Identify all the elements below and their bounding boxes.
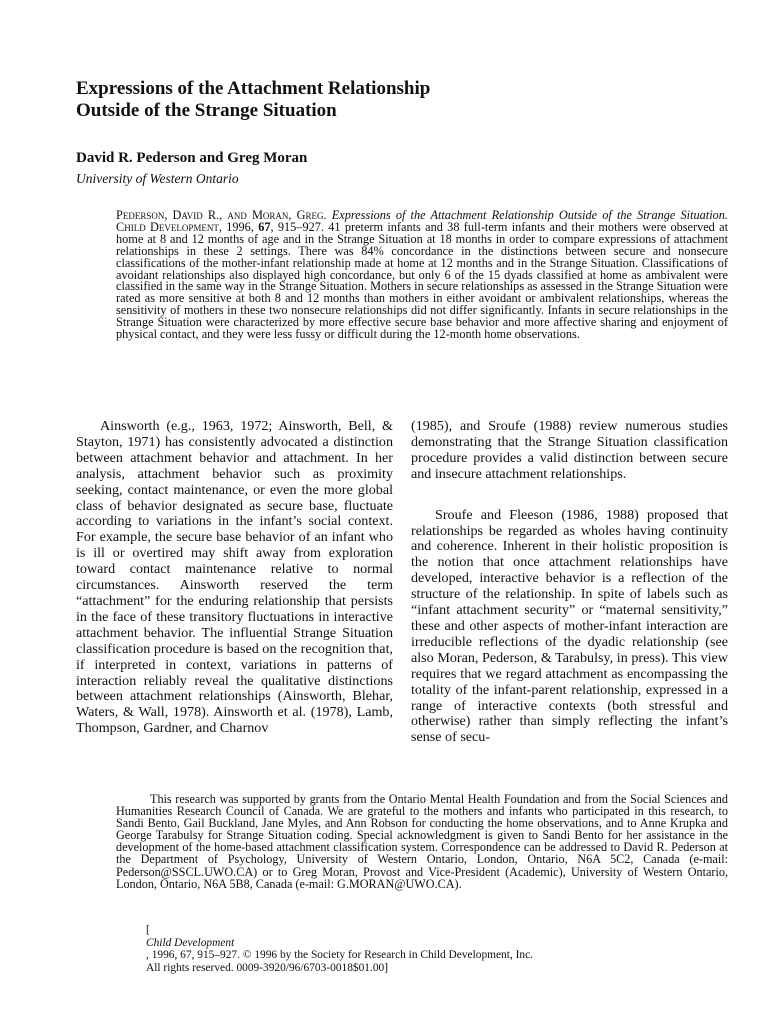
citation-line-2: All rights reserved. 0009-3920/96/6703-0018$01.00] — [146, 961, 389, 974]
citation-journal: Child Development — [146, 936, 235, 949]
body-paragraph: Sroufe and Fleeson (1986, 1988) proposed that relationships be regarded as wholes having continuity and coherence. Inherent in their holistic proposition is the notion that once attachment relationships have developed, interactive behavior is a reflection of the structure of the relationship. In spite of labels such as “infant attachment security” or “maternal sensitivity,” these and other aspects of mother-infant interaction are irreducible reflections of the dyadic relationship (see also Moran, Pederson, & Tarabulsy, in press). This view requires that we regard attachment as encompassing the totality of the infant-parent relationship, expressed in a range of interactive contexts (both stressful and otherwise) rather than simply reflecting the infant’s sense of secu- — [411, 506, 728, 746]
body-column-left — [76, 419, 393, 737]
abstract-journal: Child Development — [116, 219, 219, 234]
author-names: David R. Pederson and Greg Moran — [76, 150, 308, 166]
abstract-authors-ref: Pederson, David R., and Moran, Greg. — [116, 208, 327, 222]
acknowledgment-footnote: This research was supported by grants from the Ontario Mental Health Foundation and from the Social Sciences and Humanities Research Council of Canada. We are grateful to the mothers and infants who participated in this research, to Sandi Bento, Gail Buckland, Jane Myles, and Ann Robson for conducting the home observations, and to Anne Krupka and George Tarabulsy for Strange Situation coding. Special acknowledgment is given to Sandi Bento for her assistance in the development of the home-based attachment classification system. Correspondence can be addressed to David R. Pederson at the Department of Psychology, University of Western Ontario, London, Ontario, N6A 5C2, Canada (e-mail: Pederson@SSCL.UWO.CA) or to Greg Moran, Provost and Vice-President (Academic), University of Western Ontario, London, Ontario, N6A 5B8, Canada (e-mail: G.MORAN@UWO.CA). — [116, 792, 728, 891]
body-paragraph: (1985), and Sroufe (1988) review numerous studies demonstrating that the Strange Situation classification procedure provides a valid distinction between secure and insecure attachment relationships. — [411, 418, 728, 482]
abstract — [116, 210, 728, 341]
abstract-pages: , 915–927. — [270, 219, 324, 234]
abstract-year: , 1996, — [218, 219, 254, 234]
citation-line-1-rest: , 1996, 67, 915–927. © 1996 by the Society for Research in Child Development, Inc. — [146, 949, 534, 962]
citation-line-1: [ Child Development , 1996, 67, 915–927. © 1996 by the Society for Research in Child Development, Inc. — [146, 924, 728, 962]
article-title-line-2: Outside of the Strange Situation — [76, 100, 337, 121]
citation-block — [146, 924, 728, 974]
article-title-line-1: Expressions of the Attachment Relationship — [76, 78, 431, 99]
abstract-body: 41 preterm infants and 38 full-term infants and their mothers were observed at home at 8 and 12 months of age and in the Strange Situation at 18 months in order to compare expressions of attachment relationships in these 2 settings. There was 84% concordance in the distinctions between secure and nonsecure classifications of the mother-infant relationship made at home at 12 months and in the Strange Situation. Classifications of avoidant relationships also displayed high concordance, but only 6 of the 15 dyads classified at home as ambivalent were classified in the same way in the Strange Situation. Mothers in secure relationships as assessed in the Strange Situation were rated as more sensitive at both 8 and 12 months than mothers in either avoidant or ambivalent relationships, whereas the sensitivity of mothers in these two nonsecure relationships did not differ significantly. Infants in secure relationships in the Strange Situation were characterized by more effective secure base behavior and more affective sharing and enjoyment of physical contact, and they were less fussy or difficult during the 12-month home observations. — [116, 219, 728, 342]
abstract-title-ref: Expressions of the Attachment Relationship Outside of the Strange Situation. — [331, 208, 728, 222]
article-title — [76, 78, 696, 122]
author-affiliation: University of Western Ontario — [76, 171, 239, 186]
body-column-right — [411, 419, 728, 746]
body-paragraph: Ainsworth (e.g., 1963, 1972; Ainsworth, Bell, & Stayton, 1971) has consistently advocated a distinction between attachment behavior and attachment. In her analysis, attachment behavior such as proximity seeking, contact maintenance, or even the more global class of behavior designated as secure base, fluctuate according to variations in the infant’s social context. For example, the secure base behavior of an infant who is ill or overtired may shift away from exploration toward contact maintenance relative to normal circumstances. Ainsworth reserved the term “attachment” for the enduring relationship that persists in the face of these transitory fluctuations in interactive attachment behavior. The influential Strange Situation classification procedure is based on the recognition that, if interpreted in context, variations in patterns of interaction reliably reveal the qualitative distinctions between attachment relationships (Ainsworth, Blehar, Waters, & Wall, 1978). Ainsworth et al. (1978), Lamb, Thompson, Gardner, and Charnov — [76, 418, 394, 737]
abstract-volume: 67 — [258, 219, 271, 234]
